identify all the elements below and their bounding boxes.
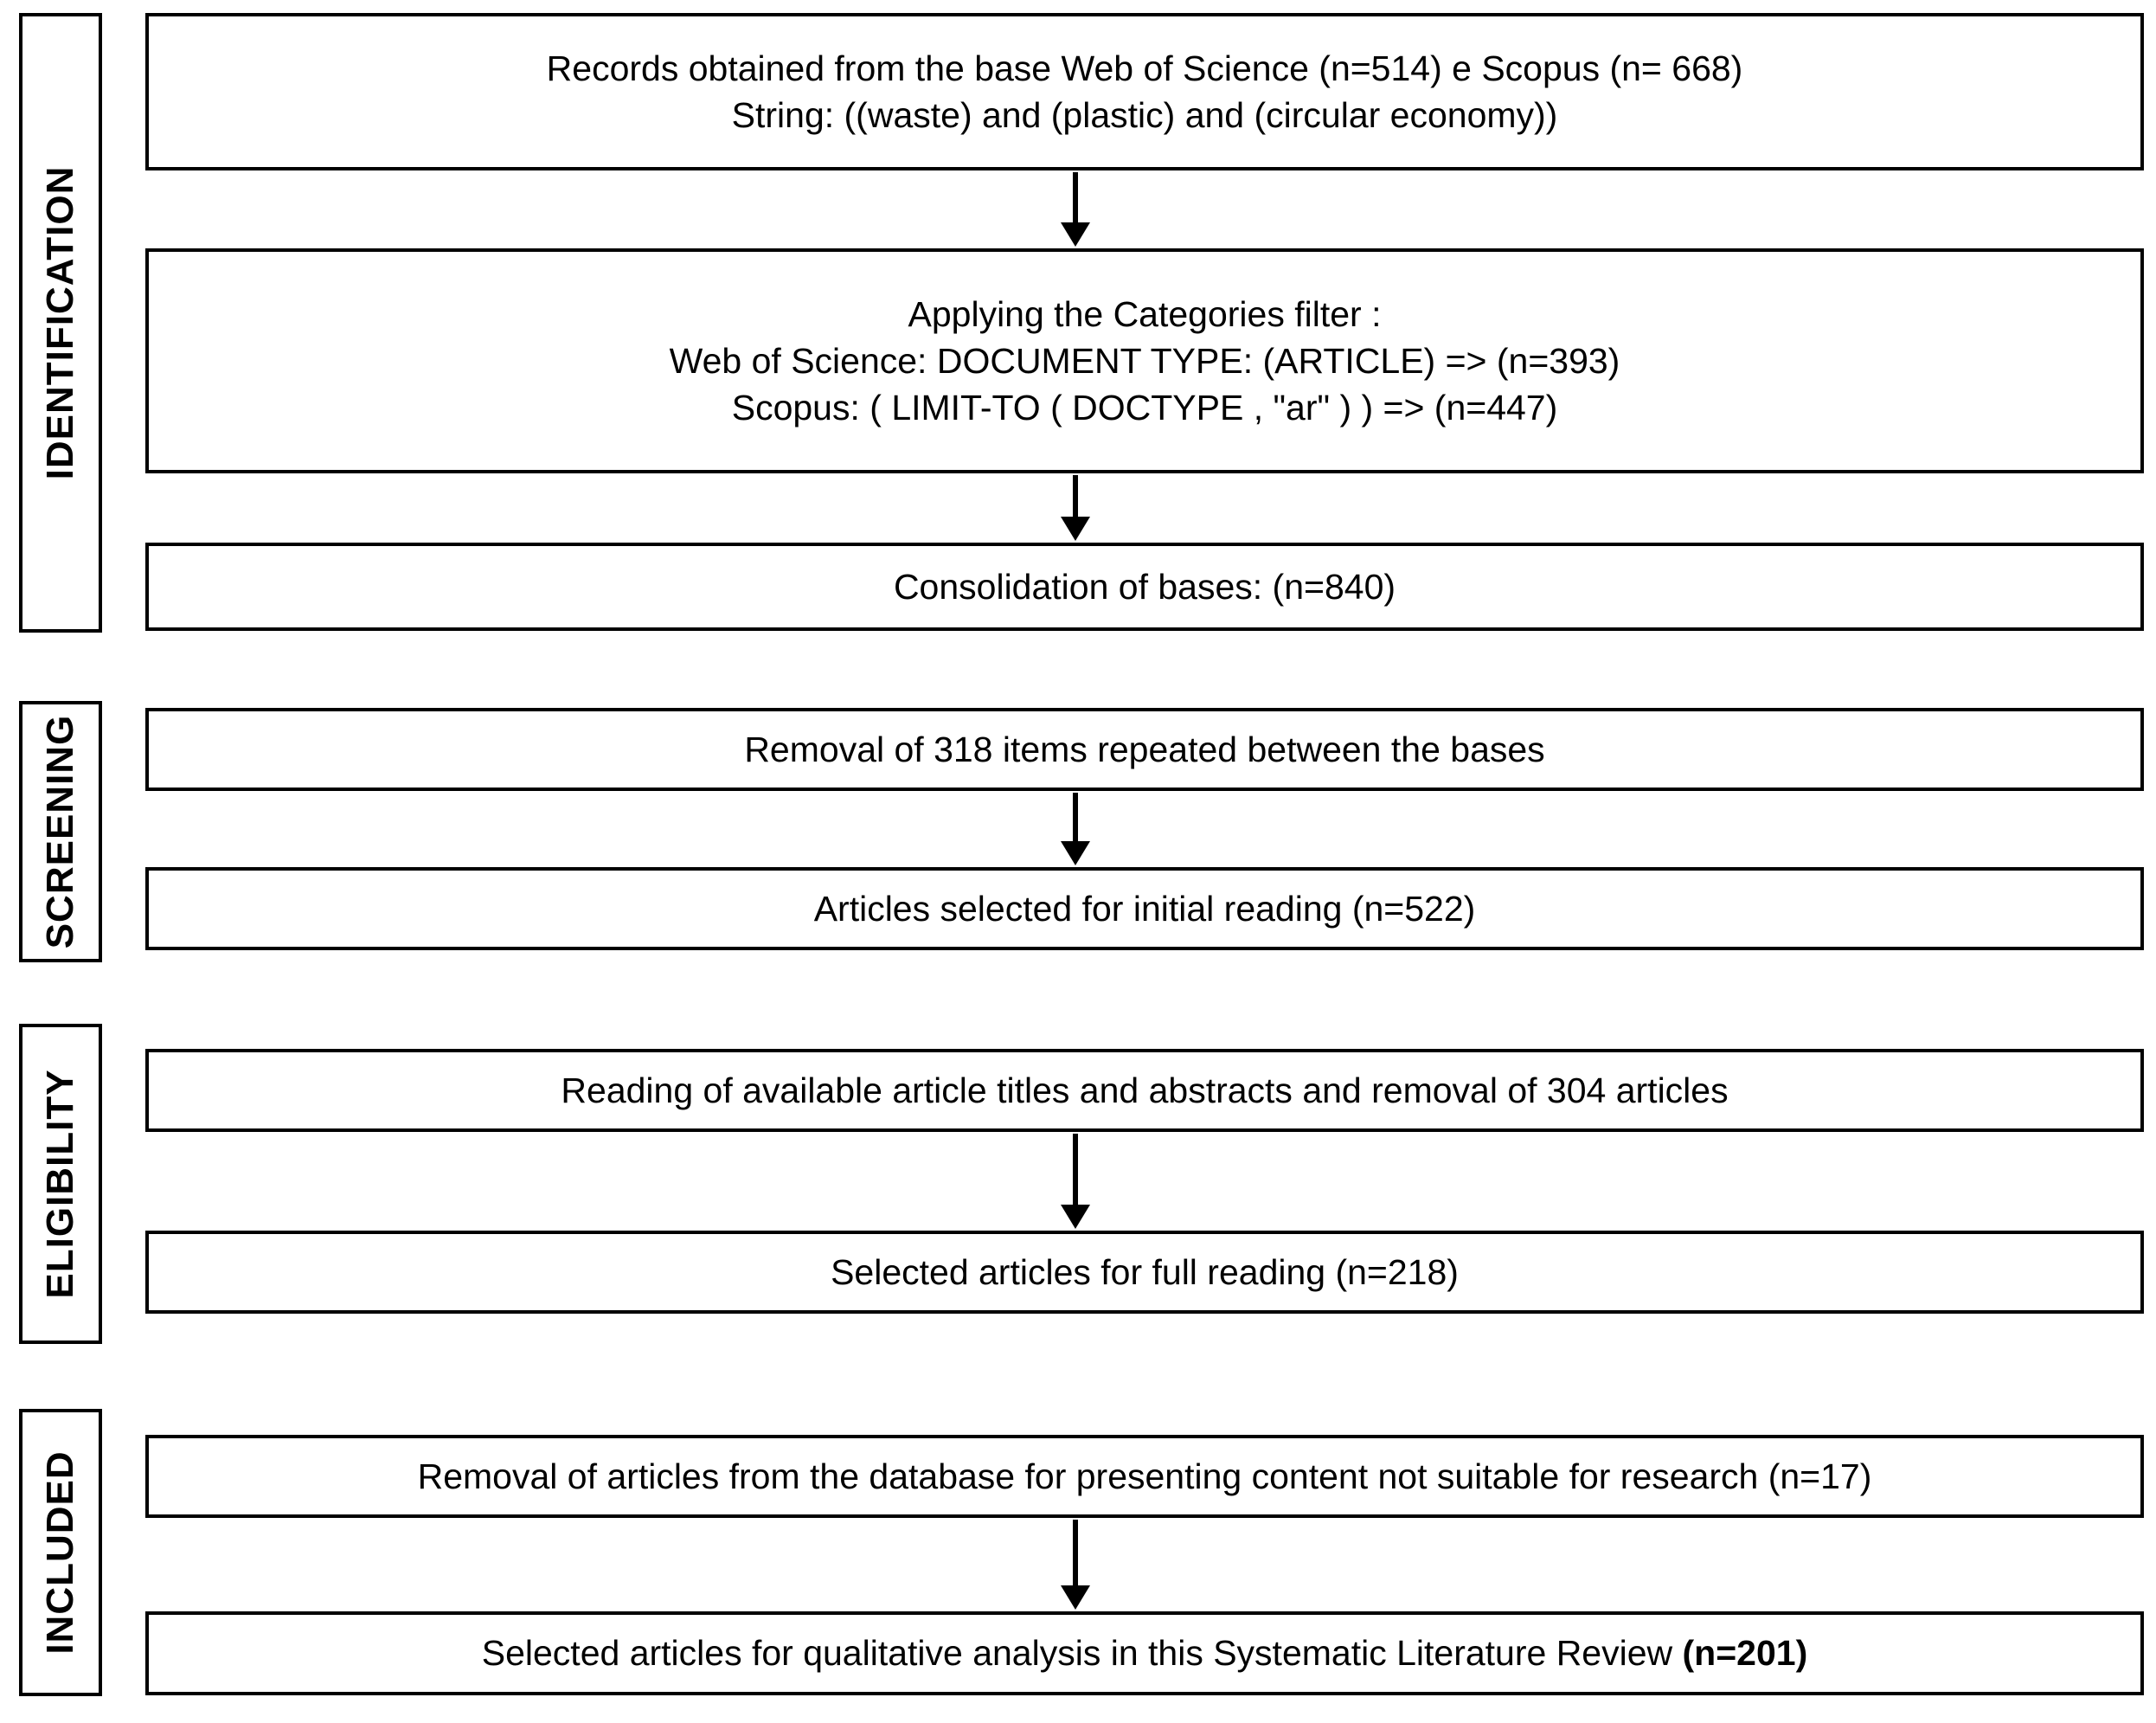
phase-label-screening: SCREENING bbox=[39, 714, 81, 949]
phase-box-identification bbox=[19, 13, 102, 633]
box-titles-abstracts-line: Reading of available article titles and abstracts and removal of 304 articles bbox=[561, 1070, 1729, 1110]
arrow-down-1 bbox=[145, 172, 2005, 247]
arrow-down-4 bbox=[145, 1134, 2005, 1229]
box-removal-unsuitable bbox=[145, 1435, 2144, 1518]
box-records-line-1: Records obtained from the base Web of Science (n=514) e Scopus (n= 668) bbox=[546, 48, 1743, 88]
arrow-shaft bbox=[1073, 475, 1078, 517]
box-records-line-2: String: ((waste) and (plastic) and (circular economy)) bbox=[731, 95, 1558, 135]
arrow-head-icon bbox=[1061, 841, 1090, 865]
box-removal-duplicates bbox=[145, 708, 2144, 791]
box-full-reading-line: Selected articles for full reading (n=218) bbox=[831, 1251, 1459, 1292]
box-final-selection-line bbox=[482, 1630, 1807, 1676]
box-filter-line-1: Applying the Categories filter : bbox=[908, 293, 1382, 334]
box-final-selection bbox=[145, 1611, 2144, 1695]
arrow-head-icon bbox=[1061, 222, 1090, 247]
arrow-shaft bbox=[1073, 172, 1078, 222]
phase-box-screening bbox=[19, 701, 102, 962]
box-consolidation bbox=[145, 543, 2144, 631]
arrow-shaft bbox=[1073, 1134, 1078, 1205]
arrow-head-icon bbox=[1061, 1205, 1090, 1229]
phase-box-eligibility bbox=[19, 1024, 102, 1344]
box-final-selection-count: (n=201) bbox=[1682, 1633, 1808, 1674]
arrow-down-3 bbox=[145, 793, 2005, 865]
phase-label-included: INCLUDED bbox=[39, 1450, 81, 1655]
arrow-head-icon bbox=[1061, 1585, 1090, 1610]
box-initial-reading bbox=[145, 867, 2144, 950]
arrow-shaft bbox=[1073, 1520, 1078, 1585]
arrow-head-icon bbox=[1061, 517, 1090, 541]
phase-label-identification: IDENTIFICATION bbox=[39, 165, 81, 480]
box-final-selection-text: Selected articles for qualitative analysis in this Systematic Literature Review bbox=[481, 1633, 1683, 1674]
box-records-obtained bbox=[145, 13, 2144, 170]
box-filter-line-2: Web of Science: DOCUMENT TYPE: (ARTICLE) => (n=393) bbox=[669, 340, 1620, 381]
box-filter-line-3: Scopus: ( LIMIT-TO ( DOCTYPE , "ar" ) ) => (n=447) bbox=[731, 388, 1558, 428]
box-removal-unsuitable-line: Removal of articles from the database for presenting content not suitable for research (n=17) bbox=[417, 1456, 1872, 1496]
box-removal-duplicates-line: Removal of 318 items repeated between the bases bbox=[744, 729, 1545, 769]
box-full-reading bbox=[145, 1231, 2144, 1314]
arrow-down-5 bbox=[145, 1520, 2005, 1610]
box-categories-filter bbox=[145, 248, 2144, 473]
phase-box-included bbox=[19, 1409, 102, 1696]
phase-label-eligibility: ELIGIBILITY bbox=[39, 1069, 81, 1299]
arrow-down-2 bbox=[145, 475, 2005, 541]
box-consolidation-line: Consolidation of bases: (n=840) bbox=[893, 566, 1396, 607]
box-initial-reading-line: Articles selected for initial reading (n=522) bbox=[813, 888, 1476, 929]
arrow-shaft bbox=[1073, 793, 1078, 841]
box-titles-abstracts bbox=[145, 1049, 2144, 1132]
